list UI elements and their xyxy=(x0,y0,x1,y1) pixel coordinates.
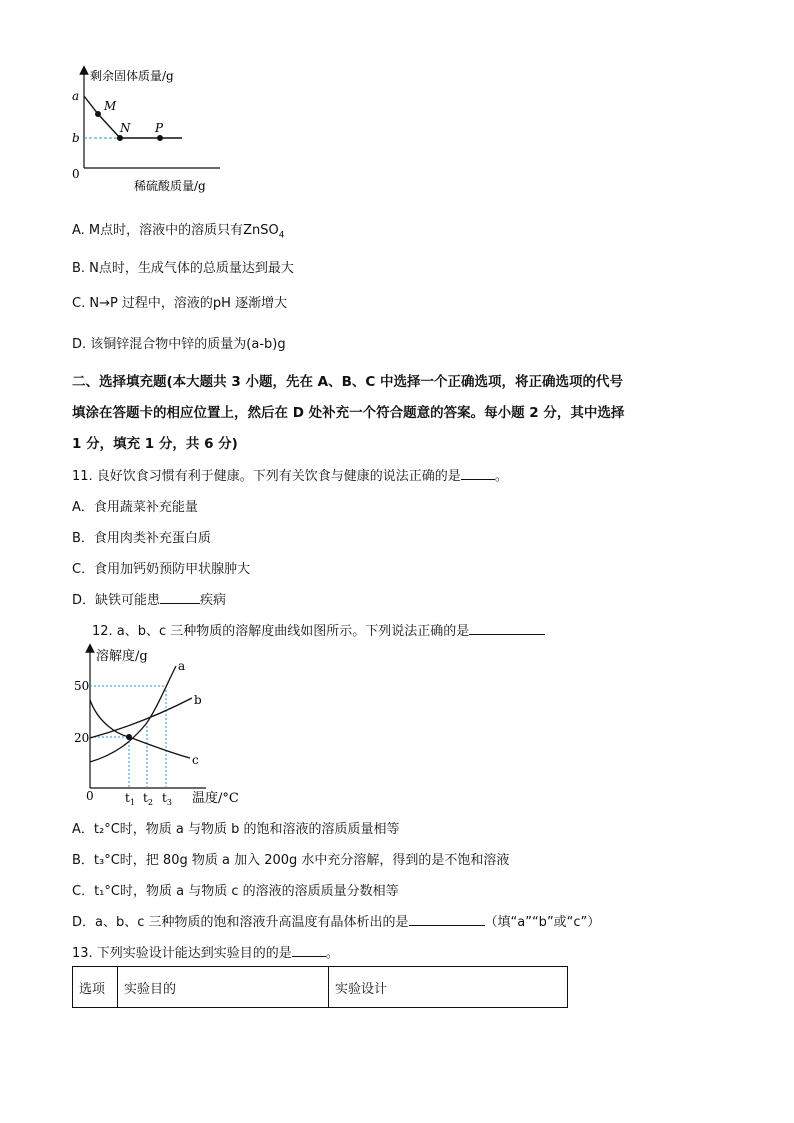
q10-option-a xyxy=(72,219,285,241)
q11-option-d-post: 疾病 xyxy=(200,593,227,608)
section2-line2: 填涂在答题卡的相应位置上，然后在 D 处补充一个符合题意的答案。每小题 2 分，其中选择 xyxy=(72,405,625,421)
point-M xyxy=(95,111,101,117)
label-curve-c: c xyxy=(192,753,199,767)
q12-d-blank xyxy=(409,913,485,926)
q13-stem-end: 。 xyxy=(325,946,339,961)
tick-20: 20 xyxy=(74,731,90,745)
q12-stem-text: 12. a、b、c 三种物质的溶解度曲线如图所示。下列说法正确的是 xyxy=(92,624,470,639)
q12-answer-blank xyxy=(469,622,545,635)
q10-option-c: C. N→P 过程中，溶液的pH 逐渐增大 xyxy=(72,296,288,311)
curve-a xyxy=(90,666,176,762)
fig2-xlabel: 温度/°C xyxy=(192,791,239,806)
q12-stem xyxy=(92,620,545,639)
point-P xyxy=(157,135,163,141)
q12-option-d-post: （填“a”“b”或“c”） xyxy=(484,915,601,930)
tick-t3: $t_3$ xyxy=(162,791,172,807)
fig2-ylabel: 溶解度/g xyxy=(96,649,148,664)
point-N xyxy=(117,135,123,141)
q11-answer-blank xyxy=(461,467,495,480)
intersection-point xyxy=(126,734,132,740)
curve-b xyxy=(90,698,192,738)
tick-t2: $t_2$ xyxy=(143,791,153,807)
q11-option-d xyxy=(72,589,226,608)
label-curve-a: a xyxy=(178,659,186,673)
curve-c xyxy=(90,700,190,758)
q12-option-d-pre: D．a、b、c 三种物质的饱和溶液升高温度有晶体析出的是 xyxy=(72,915,409,930)
label-curve-b: b xyxy=(194,693,202,707)
q13-answer-blank xyxy=(292,944,326,957)
q11-stem-text: 11. 良好饮食习惯有利于健康。下列有关饮食与健康的说法正确的是 xyxy=(72,469,461,484)
figure-remaining-solid-chart xyxy=(60,62,230,197)
q12-option-a: A．t₂°C时，物质 a 与物质 b 的饱和溶液的溶质质量相等 xyxy=(72,822,400,837)
q11-option-c: C．食用加钙奶预防甲状腺肿大 xyxy=(72,562,251,577)
fig1-xlabel: 稀硫酸质量/g xyxy=(134,179,206,193)
q11-stem xyxy=(72,465,508,484)
table-header-option: 选项 xyxy=(73,967,118,1008)
q10-option-a-sub: 4 xyxy=(278,230,285,241)
label-P: P xyxy=(155,121,164,135)
figure-solubility-chart xyxy=(76,642,266,810)
fig1-origin: 0 xyxy=(72,167,80,181)
q11-stem-end: 。 xyxy=(494,469,508,484)
mass-curve xyxy=(84,96,182,138)
fig2-origin: 0 xyxy=(86,789,94,803)
label-M: M xyxy=(104,99,117,113)
section2-line3: 1 分，填充 1 分，共 6 分) xyxy=(72,436,238,452)
table-header-design: 实验设计 xyxy=(329,967,568,1008)
q11-d-blank xyxy=(160,591,200,604)
q13-stem-text: 13. 下列实验设计能达到实验目的的是 xyxy=(72,946,292,961)
q10-option-a-text: A. M点时，溶液中的溶质只有ZnSO xyxy=(72,223,279,238)
tick-b: b xyxy=(72,131,80,145)
q12-option-c: C．t₁°C时，物质 a 与物质 c 的溶液的溶质质量分数相等 xyxy=(72,884,399,899)
table-header-purpose: 实验目的 xyxy=(118,967,329,1008)
label-N: N xyxy=(120,121,131,135)
q11-option-a: A．食用蔬菜补充能量 xyxy=(72,500,198,515)
q13-table xyxy=(72,966,568,1008)
tick-a: a xyxy=(72,89,80,103)
table-header-row xyxy=(73,967,568,1008)
fig1-ylabel: 剩余固体质量/g xyxy=(90,69,174,83)
q10-option-b: B. N点时，生成气体的总质量达到最大 xyxy=(72,261,294,276)
q12-option-d xyxy=(72,911,600,930)
tick-50: 50 xyxy=(74,679,90,693)
q11-option-b: B．食用肉类补充蛋白质 xyxy=(72,531,211,546)
q12-option-b: B．t₃°C时，把 80g 物质 a 加入 200g 水中充分溶解，得到的是不饱和溶液 xyxy=(72,853,510,868)
q13-stem xyxy=(72,942,339,961)
tick-t1: $t_1$ xyxy=(125,791,135,807)
section2-line1: 二、选择填充题(本大题共 3 小题，先在 A、B、C 中选择一个正确选项，将正确选项的代号 xyxy=(72,374,624,390)
q11-option-d-pre: D．缺铁可能患 xyxy=(72,593,161,608)
q10-option-d: D. 该铜锌混合物中锌的质量为(a-b)g xyxy=(72,337,286,352)
